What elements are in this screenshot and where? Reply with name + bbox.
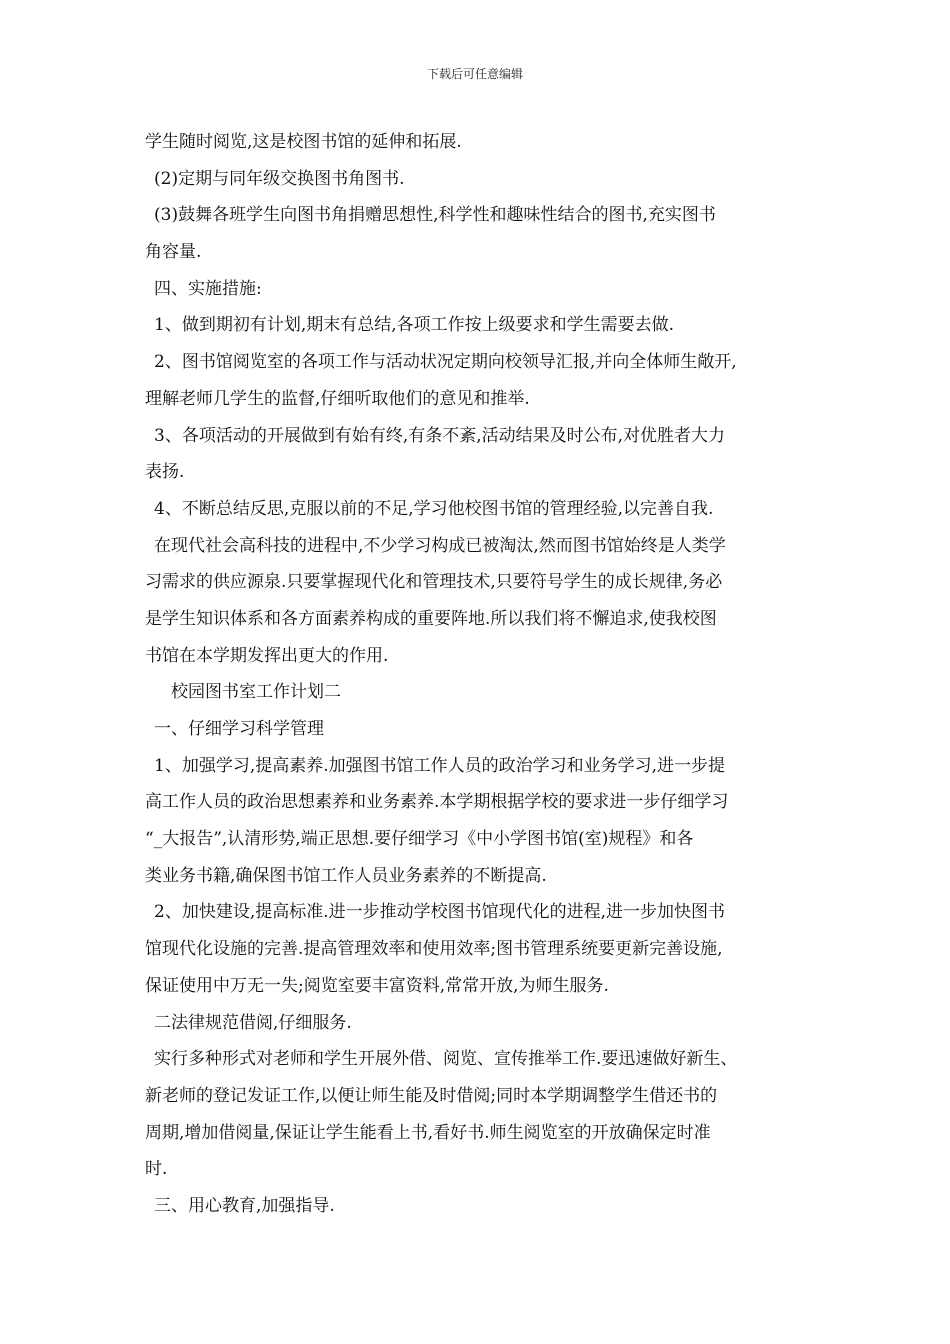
page-header: 下载后可任意编辑 [426, 67, 523, 81]
text-line: 3、各项活动的开展做到有始有终,有条不紊,活动结果及时公布,对优胜者大力 [154, 425, 726, 446]
text-line: 习需求的供应源泉.只要掌握现代化和管理技术,只要符号学生的成长规律,务必 [145, 572, 723, 593]
text-line: 学生随时阅览,这是校图书馆的延伸和拓展. [145, 132, 462, 152]
plan-title: 校园图书室工作计划二 [171, 682, 341, 703]
text-line: 时. [145, 1159, 168, 1180]
text-line: 理解老师几学生的监督,仔细听取他们的意见和推举. [145, 388, 530, 409]
section-heading: 四、实施措施: [154, 278, 262, 299]
section-heading: 一、仔细学习科学管理 [154, 719, 324, 739]
text-line: 2、图书馆阅览室的各项工作与活动状况定期向校领导汇报,并向全体师生敞开, [154, 352, 737, 373]
section-heading: 三、用心教育,加强指导. [154, 1195, 335, 1216]
text-line: 高工作人员的政治思想素养和业务素养.本学期根据学校的要求进一步仔细学习 [145, 792, 729, 813]
text-line: 保证使用中万无一失;阅览室要丰富资料,常常开放,为师生服务. [145, 975, 609, 996]
text-line: 4、不断总结反思,克服以前的不足,学习他校图书馆的管理经验,以完善自我. [154, 498, 714, 519]
text-line: 表扬. [145, 462, 185, 483]
text-line: 是学生知识体系和各方面素养构成的重要阵地.所以我们将不懈追求,使我校图 [145, 608, 717, 629]
text-line: 1、加强学习,提高素养.加强图书馆工作人员的政治学习和业务学习,进一步提 [154, 755, 726, 776]
text-line: 实行多种形式对老师和学生开展外借、阅览、宣传推举工作.要迅速做好新生、 [154, 1049, 738, 1070]
text-line: 在现代社会高科技的进程中,不少学习构成已被淘汰,然而图书馆始终是人类学 [154, 535, 726, 556]
text-line: 类业务书籍,确保图书馆工作人员业务素养的不断提高. [145, 865, 547, 886]
text-line: 书馆在本学期发挥出更大的作用. [145, 645, 389, 666]
text-line: (3)鼓舞各班学生向图书角捐赠思想性,科学性和趣味性结合的图书,充实图书 [154, 205, 716, 226]
text-line: 1、做到期初有计划,期末有总结,各项工作按上级要求和学生需要去做. [154, 315, 675, 336]
text-line: (2)定期与同年级交换图书角图书. [154, 168, 405, 189]
text-line: 2、加快建设,提高标准.进一步推动学校图书馆现代化的进程,进一步加快图书 [154, 902, 726, 923]
text-line: 周期,增加借阅量,保证让学生能看上书,看好书.师生阅览室的开放确保定时准 [145, 1122, 711, 1143]
text-line: 新老师的登记发证工作,以便让师生能及时借阅;同时本学期调整学生借还书的 [145, 1085, 718, 1106]
text-line: 角容量. [145, 242, 202, 263]
section-heading: 二法律规范借阅,仔细服务. [154, 1012, 352, 1033]
text-line: “_大报告”,认清形势,端正思想.要仔细学习《中小学图书馆(室)规程》和各 [145, 829, 694, 850]
document-body [145, 124, 810, 1225]
text-line: 馆现代化设施的完善.提高管理效率和使用效率;图书管理系统要更新完善设施, [145, 939, 723, 960]
